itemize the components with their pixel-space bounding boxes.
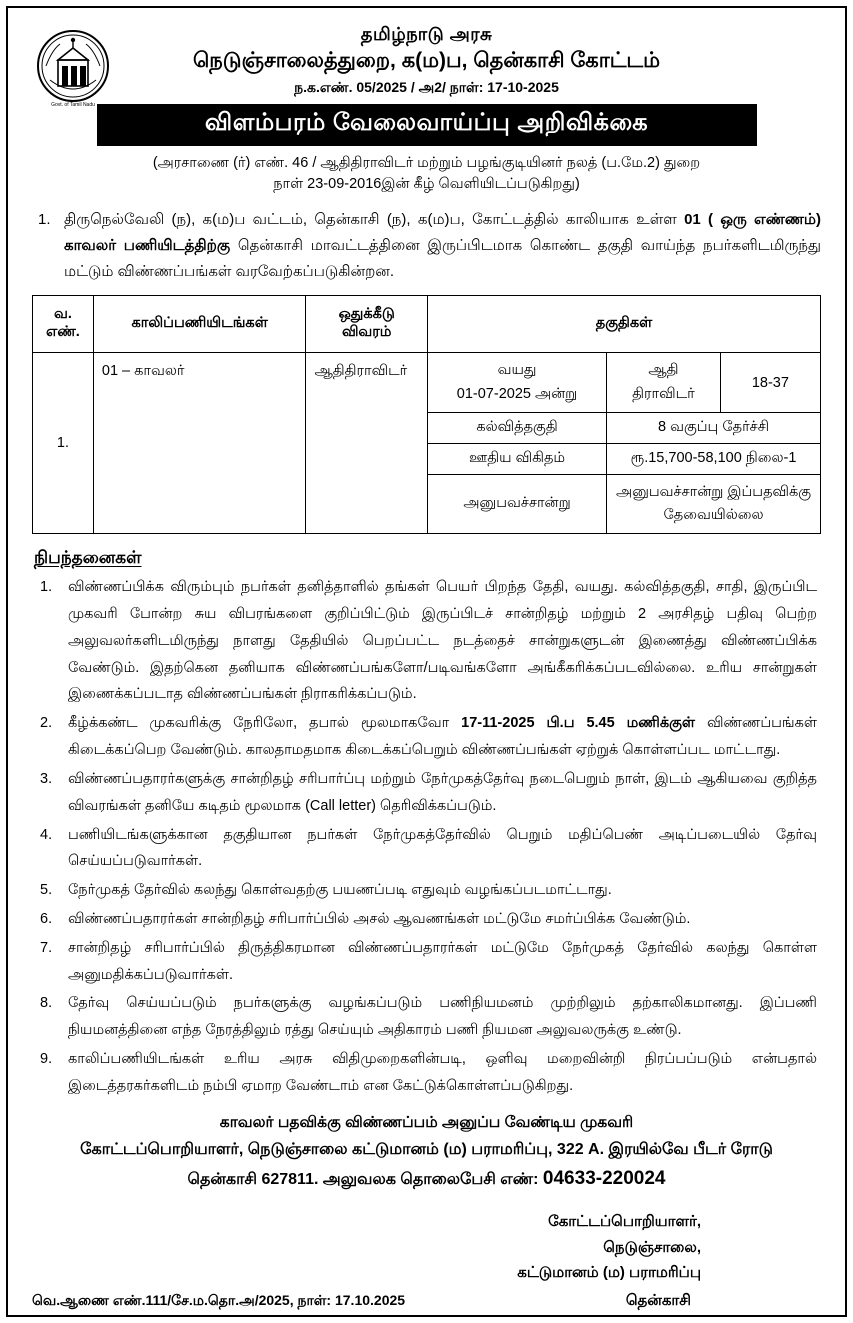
- footer-order-number: வெ.ஆணை எண்.111/சே.ம.தொ.அ/2025, நாள்: 17.10.2025: [32, 1291, 406, 1308]
- th-sl-no: வ. எண்.: [33, 296, 94, 353]
- condition-number: 1.: [40, 579, 53, 596]
- intro-text: [64, 207, 821, 286]
- banner-title: விளம்பரம் வேலைவாய்ப்பு அறிவிக்கை: [97, 104, 757, 146]
- age-asof-date: 01-07-2025 அன்று: [456, 385, 578, 402]
- condition-text: சான்றிதழ் சரிபார்ப்பில் திருத்திகரமான விண்ணப்பதாரர்கள் மட்டுமே நேர்முகத் தேர்வில் கலந்து கொள்ள அனுமதிக்கப்படுவார்கள்.: [68, 939, 817, 983]
- government-name: தமிழ்நாடு அரசு: [360, 24, 493, 44]
- intro-text-bold: 01 ( ஒரு எண்ணம்) காவலர் பணியிடத்திற்கு: [64, 210, 821, 254]
- condition-number: 7.: [40, 939, 53, 956]
- condition-number: 8.: [40, 995, 53, 1012]
- list-item: [32, 766, 821, 820]
- table-header-row: [33, 296, 821, 353]
- government-order-line-2: நாள் 23-09-2016இன் கீழ் வெளியிடப்படுகிறது): [273, 175, 580, 192]
- condition-number: 4.: [40, 826, 53, 843]
- list-item: [32, 710, 821, 764]
- cell-sl-no: 1.: [33, 353, 94, 534]
- th-reservation: ஒதுக்கீடு விவரம்: [306, 296, 428, 353]
- list-item: [32, 990, 821, 1044]
- intro-paragraph: [32, 207, 821, 286]
- condition-text: விண்ணப்பதாரர்கள் சான்றிதழ் சரிபார்ப்பில் அசல் ஆவணங்கள் மட்டுமே சமர்ப்பிக்க வேண்டும்.: [68, 910, 691, 927]
- cell-experience-label: அனுபவச்சான்று: [428, 474, 607, 533]
- condition-text: நேர்முகத் தேர்வில் கலந்து கொள்வதற்கு பயணப்படி எதுவும் வழங்கப்படமாட்டாது.: [68, 882, 612, 899]
- intro-number: 1.: [38, 210, 51, 228]
- cell-education-value: 8 வகுப்பு தேர்ச்சி: [607, 412, 821, 443]
- cell-reservation: ஆதிதிராவிடர்: [306, 353, 428, 534]
- cell-education-label: கல்வித்தகுதி: [428, 412, 607, 443]
- condition-text-part2: விண்ணப்பங்கள் கிடைக்கப்பெற வேண்டும். காலதாமதமாக கிடைக்கப்பெறும் விண்ணப்பங்கள் ஏற்றுக் கொள்ளப்பட மாட்டாது.: [68, 715, 817, 759]
- office-phone-number: 04633-220024: [542, 1168, 666, 1190]
- th-qualifications: தகுதிகள்: [428, 296, 821, 353]
- signature-block: [32, 1209, 821, 1286]
- list-item: [32, 822, 821, 876]
- table-row: [33, 353, 821, 412]
- vacancy-table: [32, 295, 821, 534]
- condition-number: 9.: [40, 1051, 53, 1068]
- list-item: [32, 1046, 821, 1100]
- conditions-title: நிபந்தனைகள்: [34, 548, 142, 568]
- condition-text: விண்ணப்பிக்க விரும்பும் நபர்கள் தனித்தாளில் தங்கள் பெயர் பிறந்த தேதி, வயது. கல்வித்தகுதி, சாதி, இருப்பிட முகவரி போன்ற சுய விபரங்களை குறிப்பிட்டும் இருப்பிடச் சான்றிதழ் மற்றும் 2 அரசிதழ் பதிவு பெற்ற அலுவலர்களிடமிருந்து நாளது தேதியில் பெறப்பட்ட நடத்தைச் சான்றுகளுடன் இணைத்து விண்ணப்பிக்க வேண்டும். இதற்கென தனியாக விண்ணப்பங்களோ/படிவங்களோ அங்கீகரிக்கப்படவில்லை. உரிய சான்றுகள் இணைக்கப்படாத விண்ணப்பங்கள் நிராகரிக்கப்படும்.: [68, 579, 817, 703]
- condition-deadline: 17-11-2025 பி.ப 5.45 மணிக்குள்: [461, 715, 695, 732]
- document-header: [32, 18, 821, 195]
- address-heading: காவலர் பதவிக்கு விண்ணப்பம் அனுப்ப வேண்டிய முகவரி: [219, 1113, 634, 1131]
- svg-text:Govt. of Tamil Nadu: Govt. of Tamil Nadu: [51, 102, 95, 108]
- cell-pay-label: ஊதிய விகிதம்: [428, 443, 607, 474]
- signature-designation: கோட்டப்பொறியாளர்,: [548, 1213, 701, 1231]
- conditions-list: [32, 574, 821, 1099]
- list-item: [32, 574, 821, 708]
- signature-department: நெடுஞ்சாலை,: [603, 1238, 701, 1256]
- condition-text-part1: கீழ்க்கண்ட முகவரிக்கு நேரிலோ, தபால் மூலமாகவோ: [68, 715, 462, 732]
- cell-vacancy: 01 – காவலர்: [93, 353, 306, 534]
- list-item: [32, 935, 821, 989]
- th-vacancy: காலிப்பணியிடங்கள்: [93, 296, 306, 353]
- reference-number: ந.க.எண். 05/2025 / அ2/ நாள்: 17-10-2025: [294, 78, 559, 95]
- cell-age-category: [607, 353, 721, 412]
- document-footer: [32, 1292, 821, 1317]
- list-item: [32, 906, 821, 933]
- cell-experience-value: அனுபவச்சான்று இப்பதவிக்கு தேவையில்லை: [607, 474, 821, 533]
- cell-pay-value: ரூ.15,700-58,100 நிலை-1: [607, 443, 821, 474]
- address-line: கோட்டப்பொறியாளர், நெடுஞ்சாலை கட்டுமானம் (ம) பராமரிப்பு, 322 A. இரயில்வே பீடர் ரோடு: [80, 1141, 773, 1158]
- condition-text: பணியிடங்களுக்கான தகுதியான நபர்கள் நேர்முகத்தேர்வில் பெறும் மதிப்பெண் அடிப்படையில் தேர்வு செய்யப்படுவார்கள்.: [68, 826, 817, 870]
- condition-number: 6.: [40, 910, 53, 927]
- application-address-block: [32, 1110, 821, 1196]
- signature-division: கட்டுமானம் (ம) பராமரிப்பு: [517, 1264, 701, 1282]
- condition-number: 2.: [40, 715, 53, 732]
- department-name: நெடுஞ்சாலைத்துறை, க(ம)ப, தென்காசி கோட்டம்: [192, 49, 661, 73]
- intro-text-part2: தென்காசி மாவட்டத்தினை இருப்பிடமாக கொண்ட தகுதி வாய்ந்த நபர்களிடமிருந்து மட்டும் விண்ணப்பங்கள் வரவேற்கப்படுகின்றன.: [64, 236, 822, 281]
- tamil-nadu-government-emblem-icon: [36, 20, 110, 112]
- government-order-line-1: (அரசாணை (ர்) எண். 46 / ஆதிதிராவிடர் மற்றும் பழங்குடியினர் நலத் (ப.மே.2) துறை: [152, 154, 701, 171]
- condition-text: விண்ணப்பதாரர்களுக்கு சான்றிதழ் சரிபார்ப்பு மற்றும் நேர்முகத்தேர்வு நடைபெறும் நாள், இடம் ஆகியவை குறித்த விவரங்கள் தனியே கடிதம் மூலமாக (Call letter) தெரிவிக்கப்படும்.: [68, 770, 817, 814]
- condition-number: 3.: [40, 770, 53, 787]
- address-phone-line: [32, 1163, 821, 1195]
- cell-age-range: 18-37: [720, 353, 820, 412]
- condition-text: காலிப்பணியிடங்கள் உரிய அரசு விதிமுறைகளின்படி, ஒளிவு மறைவின்றி நிரப்பப்படும் என்பதால் இடைத்தரகர்களிடம் நம்பி ஏமாற வேண்டாம் என கேட்டுக்கொள்ளப்படுகிறது.: [68, 1051, 817, 1094]
- address-city-line: தென்காசி 627811. அலுவலக தொலைபேசி எண்:: [187, 1171, 543, 1189]
- age-category-text: ஆதி திராவிடர்: [632, 362, 695, 402]
- list-item: [32, 877, 821, 904]
- intro-text-part1: திருநெல்வேலி (ந), க(ம)ப வட்டம், தென்காசி (ந), க(ம)ப, கோட்டத்தில் காலியாக உள்ள: [64, 210, 685, 228]
- cell-age-label: [428, 353, 607, 412]
- condition-text: தேர்வு செய்யப்படும் நபர்களுக்கு வழங்கப்படும் பணிநியமனம் முற்றிலும் தற்காலிகமானது. இப்பணி நியமனத்தினை எந்த நேரத்திலும் ரத்து செய்யும் அதிகாரம் பணி நியமன அலுவலருக்கு உண்டு.: [68, 995, 817, 1039]
- age-label: வயது: [497, 362, 537, 379]
- signature-place: தென்காசி: [625, 1291, 691, 1309]
- condition-text: [68, 710, 821, 764]
- condition-number: 5.: [40, 882, 53, 899]
